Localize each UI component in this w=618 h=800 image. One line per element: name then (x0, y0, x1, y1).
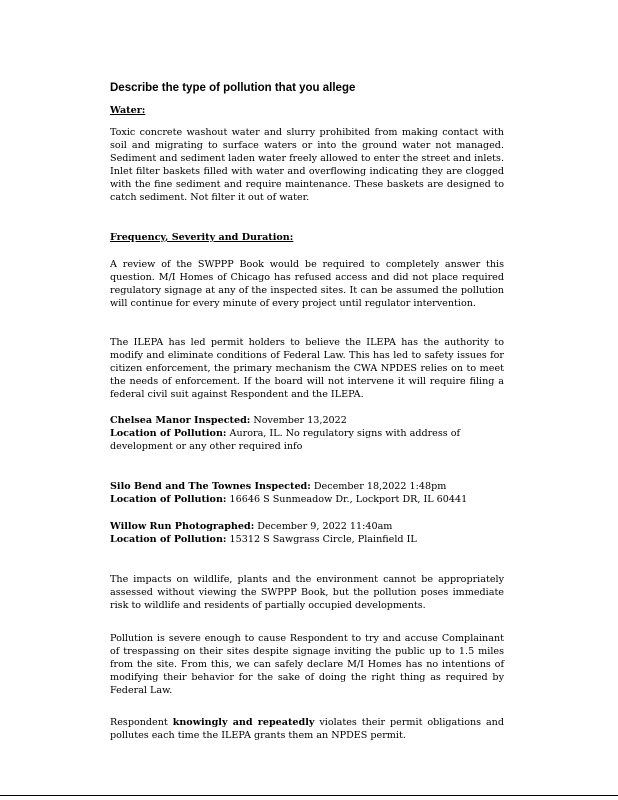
site-location-label: Location of Pollution: (110, 494, 227, 506)
ilepa-paragraph: The ILEPA has led permit holders to believe the ILEPA has the authority to modify and eliminate conditions of Federal Law. This has led to safety issues for citizen enforcement, the primary mechanism the CWA NPDES relies on to meet the needs of enforcement. If the board will not intervene it will require filing a federal civil suit against Respondent and the ILEPA. (110, 337, 504, 401)
site-inspected-value: December 18,2022 1:48pm (310, 481, 447, 492)
water-heading: Water: (110, 105, 146, 116)
water-paragraph: Toxic concrete washout water and slurry prohibited from making contact with soil and migrating to surface waters or into the ground water not managed. Sediment and sediment laden water freely allowed to enter the street and inlets. Inlet filter baskets filled with water and overflowing indicating they are clogged with the fine sediment and require maintenance. These baskets are designed to catch sediment. Not filter it out of water. (110, 127, 504, 204)
impacts-paragraph: The impacts on wildlife, plants and the environment cannot be appropriately assessed without viewing the SWPPP Book, but the pollution poses immediate risk to wildlife and residents of partially occupied developments. (110, 574, 504, 612)
site-entry-willow-run (110, 520, 504, 546)
site-inspected-label: Silo Bend and The Townes Inspected: (110, 481, 311, 492)
page-bottom-rule (0, 795, 618, 796)
severity-paragraph: Pollution is severe enough to cause Respondent to try and accuse Complainant of trespassing on their sites despite signage inviting the public up to 1.5 miles from the site. From this, we can safely declare M/I Homes has no intentions of modifying their behavior for the sake of doing the right thing as required by Federal Law. (110, 633, 504, 697)
site-inspected-label: Willow Run Photographed: (110, 521, 255, 532)
site-entry-chelsea (110, 414, 504, 453)
site-inspected-value: November 13,2022 (250, 415, 347, 426)
site-entry-silo-bend (110, 480, 504, 506)
site-location-label: Location of Pollution: (110, 428, 227, 440)
site-location-label: Location of Pollution: (110, 534, 227, 546)
site-inspected-label: Chelsea Manor Inspected: (110, 415, 251, 426)
site-location-value: Aurora, IL. No regulatory signs with address of development or any other required info (110, 428, 461, 453)
frequency-paragraph: A review of the SWPPP Book would be required to completely answer this question. M/I Homes of Chicago has refused access and did not place required regulatory signage at any of the inspected sites. It can be assumed the pollution will continue for every minute of every project until regulator intervention. (110, 259, 504, 310)
emphasis-text: knowingly and repeatedly (172, 717, 315, 728)
frequency-heading: Frequency, Severity and Duration: (110, 232, 294, 243)
page-title: Describe the type of pollution that you allege (110, 82, 356, 94)
closing-paragraph: Respondent knowingly and repeatedly violates their permit obligations and pollutes each time the ILEPA grants them an NPDES permit. (110, 717, 505, 742)
site-location-value: 16646 S Sunmeadow Dr., Lockport DR, IL 60441 (226, 494, 468, 506)
site-location-value: 15312 S Sawgrass Circle, Plainfield IL (226, 534, 417, 546)
site-inspected-value: December 9, 2022 11:40am (254, 521, 393, 532)
